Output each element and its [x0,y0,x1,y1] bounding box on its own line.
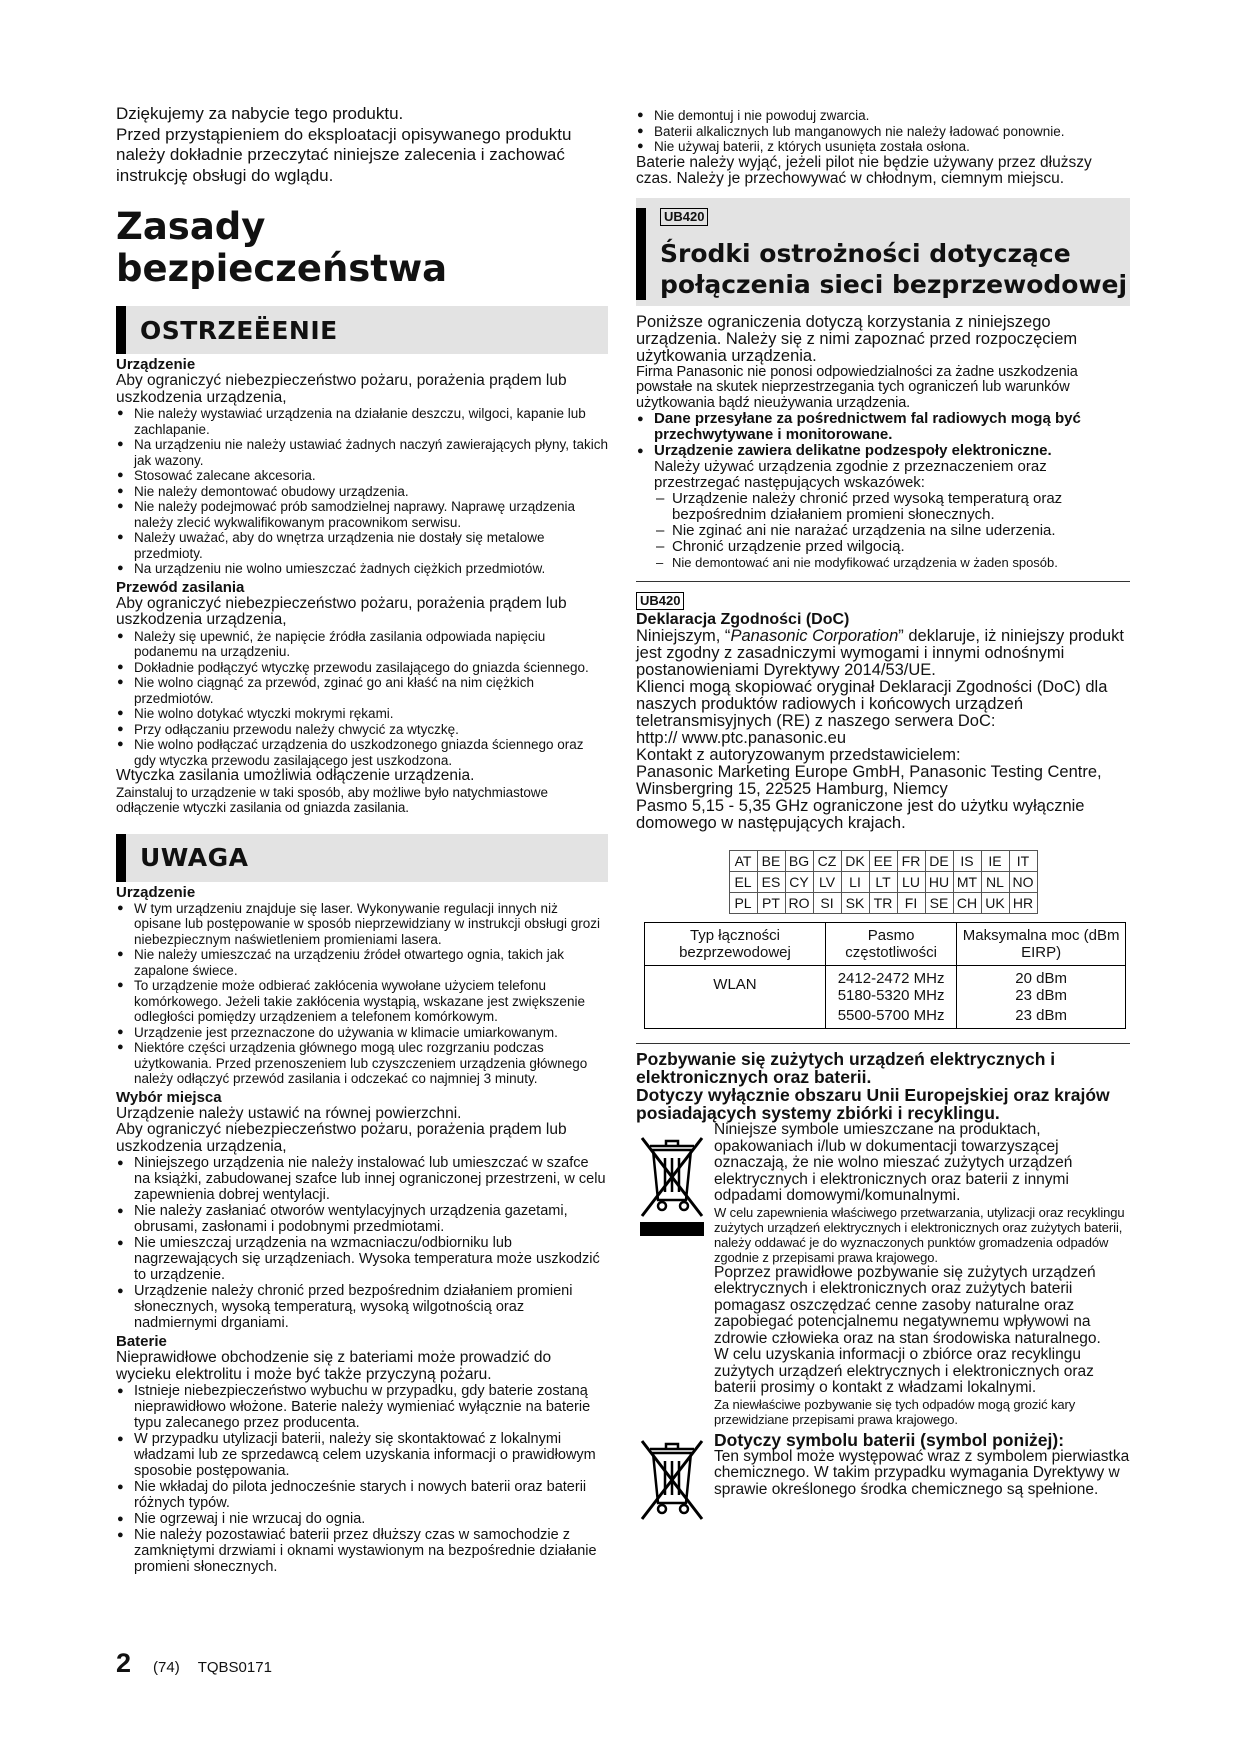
list-item: ● To urządzenie może odbierać zakłócenia wywołane użyciem telefonu komórkowego. Jeżeli takie zakłócenia wystąpią, wskazane jest zwiększenie odległości pomiędzy urządzeniem a telefonem komórkowym. [116,978,608,1025]
intro-text: Przed przystąpieniem do eksploatacji opisywanego produktu należy dokładnie przeczytać niniejsze zalecenia i zachować instrukcję obsługi do wglądu. [116,124,572,185]
cord-intro: Aby ograniczyć niebezpieczeństwo pożaru, porażenia prądem lub uszkodzenia urządzenia, [116,594,567,628]
doc-copy-text: Klienci mogą skopiować oryginał Deklaracji Zgodności (DoC) dla naszych produktów radiowych i końcowych urządzeń teletransmisyjnych (RE) z naszego serwera DoC: [636,678,1108,730]
device-heading: Urządzenie [116,356,196,373]
wireless-intro: Poniższe ograniczenia dotyczą korzystania z niniejszego urządzenia. Należy się z nimi zapoznać przed rozpoczęciem użytkowania urządzenia. [636,312,1078,365]
country-code: CH [953,893,981,914]
warning-bar [116,306,126,354]
wireless-header [636,198,1130,306]
device-intro: Aby ograniczyć niebezpieczeństwo pożaru, porażenia prądem lub uszkodzenia urządzenia, [116,372,567,406]
table-row [729,893,1037,914]
list-item: ● Należy się upewnić, że napięcie źródła zasilania odpowiada napięciu podanemu na urządzeniu. [116,629,608,660]
doc-contact-address: Panasonic Marketing Europe GmbH, Panasonic Testing Centre, Winsbergring 15, 22525 Hamburg, Niemcy [636,763,1102,798]
table-cell: WLAN [645,966,826,1029]
battery-storage-note: Baterie należy wyjąć, jeżeli pilot nie będzie używany przez dłuższy czas. Należy je przechowywać w chłodnym, ciemnym miejscu. [636,153,1092,187]
list-item: ● Nie używaj baterii, z których usunięta została osłona. [636,139,1130,155]
battery-symbol-section [636,1431,1130,1528]
list-item: ● Dokładnie podłączyć wtyczkę przewodu zasilającego do gniazda ściennego. [116,660,608,676]
list-item: ● Nie wkładaj do pilota jednocześnie starych i nowych baterii oraz baterii różnych typów. [116,1479,608,1511]
weee-section [636,1122,1130,1427]
list-item: ● W tym urządzeniu znajduje się laser. Wykonywanie regulacji innych niż opisane lub postępowanie w sposób nieprzewidziany w instrukcji obsługi grozi niebezpiecznym naświetleniem promieniami lasera. [116,901,608,948]
list-item: ● Na urządzeniu nie wolno umieszczać żadnych ciężkich przedmiotów. [116,561,608,577]
list-item: ● Należy uważać, aby do wnętrza urządzenia nie dostały się metalowe przedmioty. [116,530,608,561]
cord-warning-list [116,629,608,769]
country-code: FI [897,893,925,914]
list-item: – Nie zginać ani nie narażać urządzenia na silne uderzenia. [656,523,1130,539]
country-code: LT [869,872,897,893]
list-item: ● Nie demontuj i nie powoduj zwarcia. [636,108,1130,124]
country-code-table [729,850,1038,914]
warning-title: OSTRZEËENIE [140,315,338,345]
wireless-title: Środki ostrożności dotyczące połączenia sieci bezprzewodowej [660,238,1128,299]
country-code: BG [785,851,813,872]
country-code: LV [813,872,841,893]
list-item: ● W przypadku utylizacji baterii, należy się skontaktować z lokalnymi władzami lub ze sprzedawcą celem uzyskania informacji o prawidłowym sposobie postępowania. [116,1431,608,1479]
country-code: MT [953,872,981,893]
list-item: – Nie demontować ani nie modyfikować urządzenia w żaden sposób. [656,555,1130,571]
battery-intro: Nieprawidłowe obchodzenie się z bateriami może prowadzić do wycieku elektrolitu i może być także przyczyną pożaru. [116,1349,552,1383]
document-code: TQBS0171 [197,1659,272,1676]
country-code: NL [981,872,1009,893]
place-intro-1: Urządzenie należy ustawić na równej powierzchni. [116,1104,462,1122]
model-tag-doc: UB420 [636,592,684,610]
caution-device-list [116,901,608,1087]
list-item: ● Baterii alkalicznych lub manganowych nie należy ładować ponownie. [636,124,1130,140]
model-tag: UB420 [660,208,708,226]
doc-text: ” deklaruje, iż niniejszy produkt jest zgodny z zasadniczymi wymogami i innymi odnośnymi postanowieniami Dyrektywy 2014/53/UE. [636,627,1124,679]
doc-declaration [636,628,1130,679]
doc-contact-label: Kontakt z autoryzowanym przedstawicielem: [636,746,961,764]
page-number: 2 [116,1648,132,1678]
battery-list-cont [636,108,1130,155]
table-row [729,872,1037,893]
table-header-row [645,923,1126,966]
list-item: ● Nie umieszczaj urządzenia na wzmacniaczu/odbiorniku lub nagrzewających się urządzeniach. Wysoka temperatura może uszkodzić to urządzenie. [116,1235,608,1283]
list-item: ● Niektóre części urządzenia głównego mogą ulec rozgrzaniu podczas użytkowania. Przed przenoszeniem lub czyszczeniem urządzenia głównego należy odłączyć przewód zasilania i odczekać co najmniej 3 minuty. [116,1040,608,1087]
table-header: Maksymalna moc (dBm EIRP) [957,923,1126,966]
list-item: ● Dane przesyłane za pośrednictwem fal radiowych mogą być przechwytywane i monitorowane. [636,411,1130,443]
list-item: ● Nie wolno podłączać urządzenia do uszkodzonego gniazda ściennego oraz gdy wtyczka przewodu zasilającego jest uszkodzona. [116,737,608,768]
wireless-usage-text: Należy używać urządzenia zgodnie z przeznaczeniem oraz przestrzegać następujących wskazówek: [654,458,1047,491]
plug-note: Wtyczka zasilania umożliwia odłączenie urządzenia. [116,767,475,784]
battery-heading: Baterie [116,1333,167,1350]
device-warning-list [116,406,608,577]
divider [636,581,1130,582]
country-code: HU [925,872,953,893]
right-column [636,108,1130,1528]
list-item: ● Nie wolno ciągnąć za przewód, zginać go ani kłaść na nim ciężkich przedmiotów. [116,675,608,706]
company-name: Panasonic Corporation [730,627,899,645]
country-code: SE [925,893,953,914]
wireless-disclaimer: Firma Panasonic nie ponosi odpowiedzialności za żadne uszkodzenia powstałe na skutek nieprzestrzegania tych ograniczeń lub warunków użytkowania bądź nieużywania urządzenia. [636,363,1078,411]
country-code: IT [1009,851,1037,872]
country-code: LU [897,872,925,893]
page-title: Zasady bezpieczeństwa [116,205,448,290]
country-code: NO [1009,872,1037,893]
page-footer [116,1648,272,1679]
disposal-text-3: Poprzez prawidłowe pozbywanie się zużytych urządzeń elektrycznych i elektronicznych oraz zużytych baterii pomagasz oszczędzać cenne zasoby naturalne oraz zapobiegać potencjalnemu negatywnemu wpływowi na zdrowie człowieka oraz na stan środowiska naturalnego. [714,1263,1101,1347]
divider [636,1043,1130,1044]
warning-header [116,306,608,354]
caution-bar [116,834,126,882]
wireless-list [636,411,1130,459]
table-header: Pasmo częstotliwości [825,923,956,966]
power-value: 20 dBm [1015,970,1067,987]
disposal-text-1: Niniejsze symbole umieszczane na produktach, opakowaniach i/lub w dokumentacji towarzyszącej oznaczają, że nie wolno mieszać zużytych urządzeń elektrycznych i elektronicznych oraz baterii z innymi odpadami domowymi/komunalnymi. [714,1121,1073,1204]
list-item: ● Nie należy demontować obudowy urządzenia. [116,484,608,500]
intro-thanks: Dziękujemy za nabycie tego produktu. [116,104,404,123]
country-code: DK [841,851,869,872]
left-column [116,104,608,1575]
country-code: CY [785,872,813,893]
list-item: ● Urządzenie jest przeznaczone do używania w klimacie umiarkowanym. [116,1025,608,1041]
country-code: TR [869,893,897,914]
caution-device-heading: Urządzenie [116,883,196,901]
country-code: RO [785,893,813,914]
table-header: Typ łączności bezprzewodowej [645,923,826,966]
doc-band-note: Pasmo 5,15 - 5,35 GHz ograniczone jest do użytku wyłącznie domowego w następujących krajach. [636,797,1085,832]
country-code: SI [813,893,841,914]
disposal-subheading: Dotyczy wyłącznie obszaru Unii Europejskiej oraz krajów posiadających systemy zbiórki i recyklingu. [636,1085,1110,1123]
battery-list [116,1383,608,1575]
list-item: ● Istnieje niebezpieczeństwo wybuchu w przypadku, gdy baterie zostaną nieprawidłowo włożone. Baterie należy wymieniać wyłącznie na baterie typu zalecanego przez producenta. [116,1383,608,1431]
country-code: LI [841,872,869,893]
table-row [645,966,1126,1029]
list-item: ● Urządzenie zawiera delikatne podzespoły elektroniczne. [636,443,1130,459]
place-intro-2: Aby ograniczyć niebezpieczeństwo pożaru, porażenia prądem lub uszkodzenia urządzenia, [116,1121,567,1155]
weee-bin-icon [636,1122,714,1427]
list-item: – Chronić urządzenie przed wilgocią. [656,539,1130,555]
band-value: 5180-5320 MHz [837,987,945,1004]
power-value: 23 dBm [1015,987,1067,1004]
plug-note-install: Zainstaluj to urządzenie w taki sposób, aby możliwe było natychmiastowe odłączenie wtyczki zasilania od gniazda zasilania. [116,784,548,815]
country-code: SK [841,893,869,914]
doc-text: Niniejszym, “ [636,627,731,645]
wireless-bar [636,208,646,300]
doc-url: http:// www.ptc.panasonic.eu [636,729,847,747]
place-list [116,1155,608,1331]
band-value: 2412-2472 MHz [837,970,945,987]
battery-symbol-text: Ten symbol może występować wraz z symbolem pierwiastka chemicznego. W takim przypadku wymagania Dyrektywy w sprawie określonego środka chemicznego są spełnione. [714,1447,1130,1498]
power-value: 23 dBm [1015,1007,1067,1024]
table-cell [957,966,1126,1029]
caution-header [116,834,608,882]
country-code: PT [757,893,785,914]
table-cell [825,966,956,1029]
list-item: ● Nie należy wystawiać urządzenia na działanie deszczu, wilgoci, kapanie lub zachlapanie. [116,406,608,437]
band-value: 5500-5700 MHz [837,1007,945,1024]
country-code: BE [757,851,785,872]
country-code: DE [925,851,953,872]
list-item: ● Nie należy podejmować prób samodzielnej naprawy. Naprawę urządzenia należy zlecić wykwalifikowanym pracownikom serwisu. [116,499,608,530]
frequency-table [644,922,1126,1029]
country-code: PL [729,893,757,914]
country-code: FR [897,851,925,872]
cord-heading: Przewód zasilania [116,578,245,596]
disposal-text-2: W celu zapewnienia właściwego przetwarzania, utylizacji oraz recyklingu zużytych urządzeń elektrycznych i elektronicznych oraz zużytych baterii, należy oddawać je do wyznaczonych punktów gromadzenia odpadów zgodnie z przepisami prawa krajowego. [714,1204,1125,1265]
doc-heading: Deklaracja Zgodności (DoC) [636,611,850,628]
list-item: ● Na urządzeniu nie należy ustawiać żadnych naczyń zawierających płyny, takich jak wazony. [116,437,608,468]
disposal-text-4: W celu uzyskania informacji o zbiórce oraz recyklingu zużytych urządzeń elektrycznych i elektronicznych oraz baterii prosimy o kontakt z władzami lokalnymi. [714,1346,1094,1396]
battery-symbol-heading: Dotyczy symbolu baterii (symbol poniżej): [714,1429,1065,1450]
country-code: IS [953,851,981,872]
country-code: ES [757,872,785,893]
list-item: ● Niniejszego urządzenia nie należy instalować lub umieszczać w szafce na książki, zabudowanej szafce lub innej ograniczonej przestrzeni, w celu zapewnienia dobrej wentylacji. [116,1155,608,1203]
country-code: CZ [813,851,841,872]
country-code: EE [869,851,897,872]
country-code: IE [981,851,1009,872]
list-item: ● Nie ogrzewaj i nie wrzucaj do ognia. [116,1511,608,1527]
disposal-heading: Pozbywanie się zużytych urządzeń elektrycznych i elektronicznych oraz baterii. [636,1049,1056,1087]
battery-bin-icon [636,1431,714,1528]
list-item: ● Stosować zalecane akcesoria. [116,468,608,484]
page-reference: (74) [153,1659,180,1676]
country-code: EL [729,872,757,893]
list-item: ● Przy odłączaniu przewodu należy chwycić za wtyczkę. [116,722,608,738]
caution-title: UWAGA [140,843,249,872]
country-code: UK [981,893,1009,914]
country-code: HR [1009,893,1037,914]
disposal-text-5: Za niewłaściwe pozbywanie się tych odpadów mogą grozić kary przewidziane przepisami prawa krajowego. [714,1396,1076,1427]
list-item: ● Nie należy umieszczać na urządzeniu źródeł otwartego ognia, takich jak zapalone świece. [116,947,608,978]
country-code: AT [729,851,757,872]
wireless-dash-list [636,491,1130,571]
list-item: ● Nie wolno dotykać wtyczki mokrymi rękami. [116,706,608,722]
list-item: ● Urządzenie należy chronić przed bezpośrednim działaniem promieni słonecznych, wysoką temperaturą, wysoką wilgotnością oraz nadmiernymi drganiami. [116,1283,608,1331]
place-heading: Wybór miejsca [116,1088,222,1106]
table-row [729,851,1037,872]
list-item: ● Nie należy pozostawiać baterii przez dłuższy czas w samochodzie z zamkniętymi drzwiami i oknami wystawionym na bezpośrednie działanie promieni słonecznych. [116,1527,608,1575]
list-item: – Urządzenie należy chronić przed wysoką temperaturą oraz bezpośrednim działaniem promieni słonecznych. [656,491,1130,523]
list-item: ● Nie należy zasłaniać otworów wentylacyjnych urządzenia gazetami, obrusami, zasłonami i podobnymi przedmiotami. [116,1203,608,1235]
